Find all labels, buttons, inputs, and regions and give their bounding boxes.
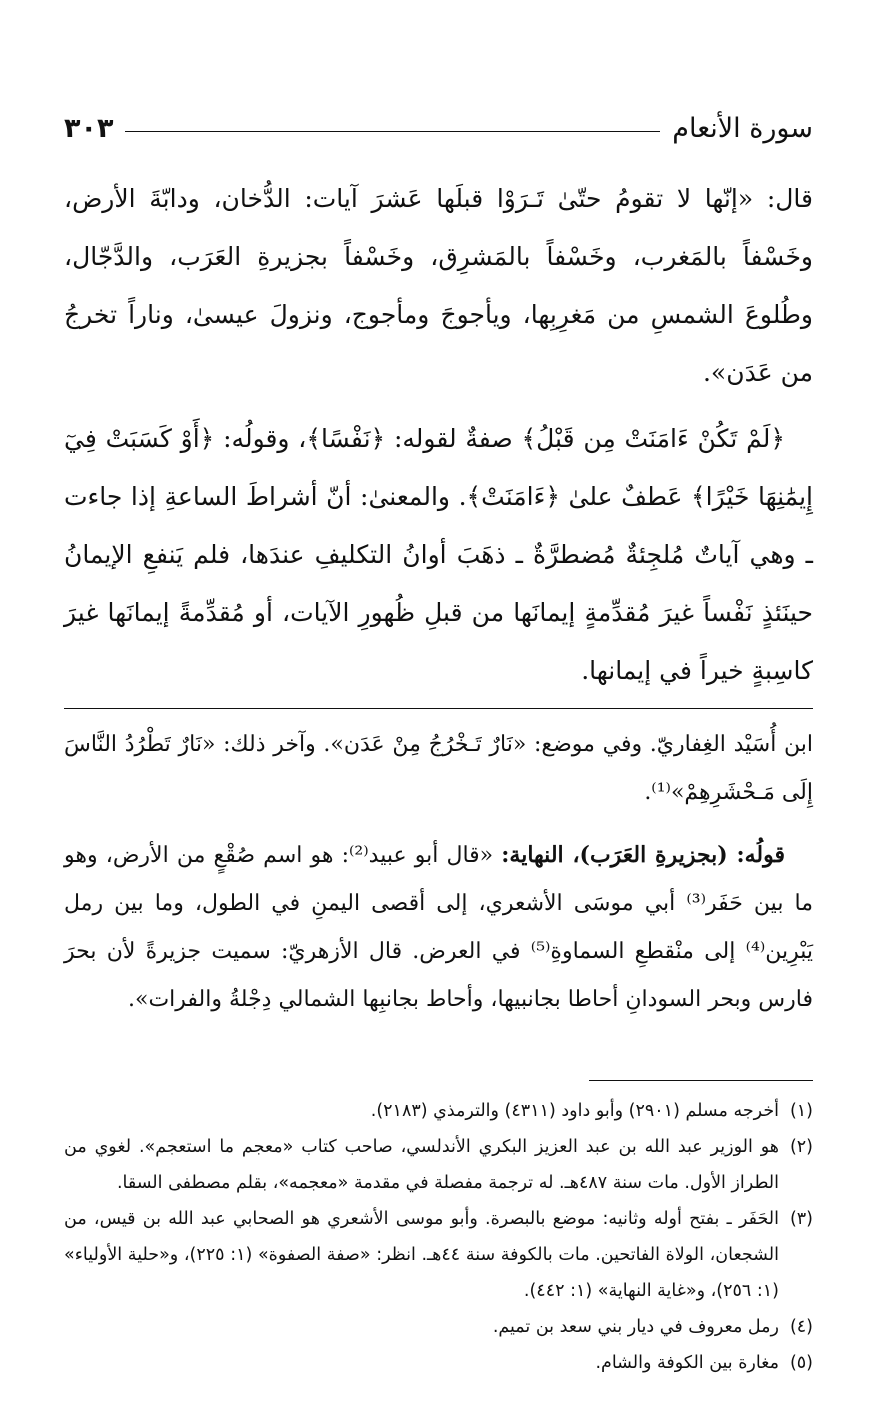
- footnote-rule: [589, 1080, 813, 1081]
- footnote: [64, 1201, 813, 1309]
- footnote: [64, 1129, 813, 1201]
- main-text: [64, 170, 813, 700]
- commentary-lemma: قولُه: (بجزيرةِ العَرَب)، النهاية:: [501, 842, 785, 868]
- page-number: ٣٠٣: [64, 112, 114, 144]
- footnote-number: (٥): [789, 1353, 813, 1373]
- main-paragraph-tafsir: ﴿لَمْ تَكُنْ ءَامَنَتْ مِن قَبْلُ﴾ صفةٌ لقوله: ﴿نَفْسًا﴾، وقولُه: ﴿أَوْ كَسَبَتْ فِيٓ إِيمَٰنِهَا خَيْرًا﴾ عَطفٌ علىٰ ﴿ءَامَنَتْ﴾. والمعنىٰ: أنّ أشراطَ الساعةِ إذا جاءت ـ وهي آياتٌ مُلجِئةٌ مُضطرَّةٌ ـ ذهَبَ أوانُ التكليفِ عندَها، فلم يَنفعِ الإيمانُ حينَئذٍ نَفْساً غيرَ مُقدِّمةٍ إيمانَها من قبلِ ظُهورِ الآيات، أو مُقدِّمةً إيمانَها غيرَ كاسِبةٍ خيراً في إيمانها.: [64, 424, 813, 685]
- commentary-paragraph-jazira: [64, 831, 813, 1024]
- footnote-number: (٣): [789, 1209, 813, 1229]
- commentary-quote: «قال أبو عبيد⁽²⁾: هو اسم صُقْعٍ من الأرض، وهو ما بين حَفَر⁽³⁾ أبي موسَى الأشعري، إلى أقصى اليمنِ في الطول، وما بين رمل يَبْرِين⁽⁴⁾ إلى منْقطعِ السماوةِ⁽⁵⁾ في العرض. قال الأزهريّ: سميت جزيرةً لأن بحرَ فارس وبحر السودانِ أحاطا بجانبيها، وأحاط بجانبِها الشمالي دِجْلةُ والفرات».: [64, 843, 813, 1012]
- footnote: [64, 1309, 813, 1345]
- commentary-paragraph: ابن أُسَيْد الغِفاريّ. وفي موضع: «نَارٌ تَـخْرُجُ مِنْ عَدَن». وآخر ذلك: «نَارٌ تَطْرُدُ النَّاسَ إِلَى مَـحْشَرِهِمْ»⁽¹⁾.: [64, 732, 813, 805]
- footnotes: [64, 1093, 813, 1381]
- main-paragraph-hadith: قال: «إنّها لا تقومُ حتّىٰ تَـرَوْا قبلَها عَشرَ آيات: الدُّخان، ودابّةَ الأرض، وخَسْفاً بالمَغرب، وخَسْفاً بالمَشرِق، وخَسْفاً بجزيرةِ العَرَب، والدَّجّال، وطُلوعَ الشمسِ من مَغرِبِها، ويأجوجَ ومأجوج، ونزولَ عيسىٰ، وناراً تخرجُ من عَدَن».: [64, 184, 813, 387]
- book-page: [64, 100, 813, 1381]
- footnote-text: مغارة بين الكوفة والشام.: [595, 1353, 779, 1373]
- footnote-number: (٢): [789, 1137, 813, 1157]
- footnote-text: أخرجه مسلم (٢٩٠١) وأبو داود (٤٣١١) والترمذي (٢١٨٣).: [370, 1101, 779, 1121]
- footnote: [64, 1093, 813, 1129]
- running-head: [64, 100, 813, 156]
- footnote-text: الحَفَر ـ بفتح أوله وثانيه: موضع بالبصرة. وأبو موسى الأشعري هو الصحابي عبد الله بن قيس، من الشجعان، الولاة الفاتحين. مات بالكوفة سنة ٤٤هـ. انظر: «صفة الصفوة» (١: ٢٢٥)، و«حلية الأولياء» (١: ٢٥٦)، و«غاية النهاية» (١: ٤٤٢).: [64, 1209, 779, 1301]
- footnote-text: رمل معروف في ديار بني سعد بن تميم.: [492, 1317, 779, 1337]
- header-rule: [125, 131, 660, 132]
- footnote-number: (١): [789, 1101, 813, 1121]
- footnote: [64, 1345, 813, 1381]
- main-commentary-divider: [64, 708, 813, 709]
- commentary: [64, 721, 813, 1024]
- footnote-text: هو الوزير عبد الله بن عبد العزيز البكري الأندلسي، صاحب كتاب «معجم ما استعجم». لغوي من الطراز الأول. مات سنة ٤٨٧هـ. له ترجمة مفصلة في مقدمة «معجمه»، بقلم مصطفى السقا.: [64, 1137, 779, 1193]
- surah-title: سورة الأنعام: [672, 112, 813, 144]
- footnote-number: (٤): [789, 1317, 813, 1337]
